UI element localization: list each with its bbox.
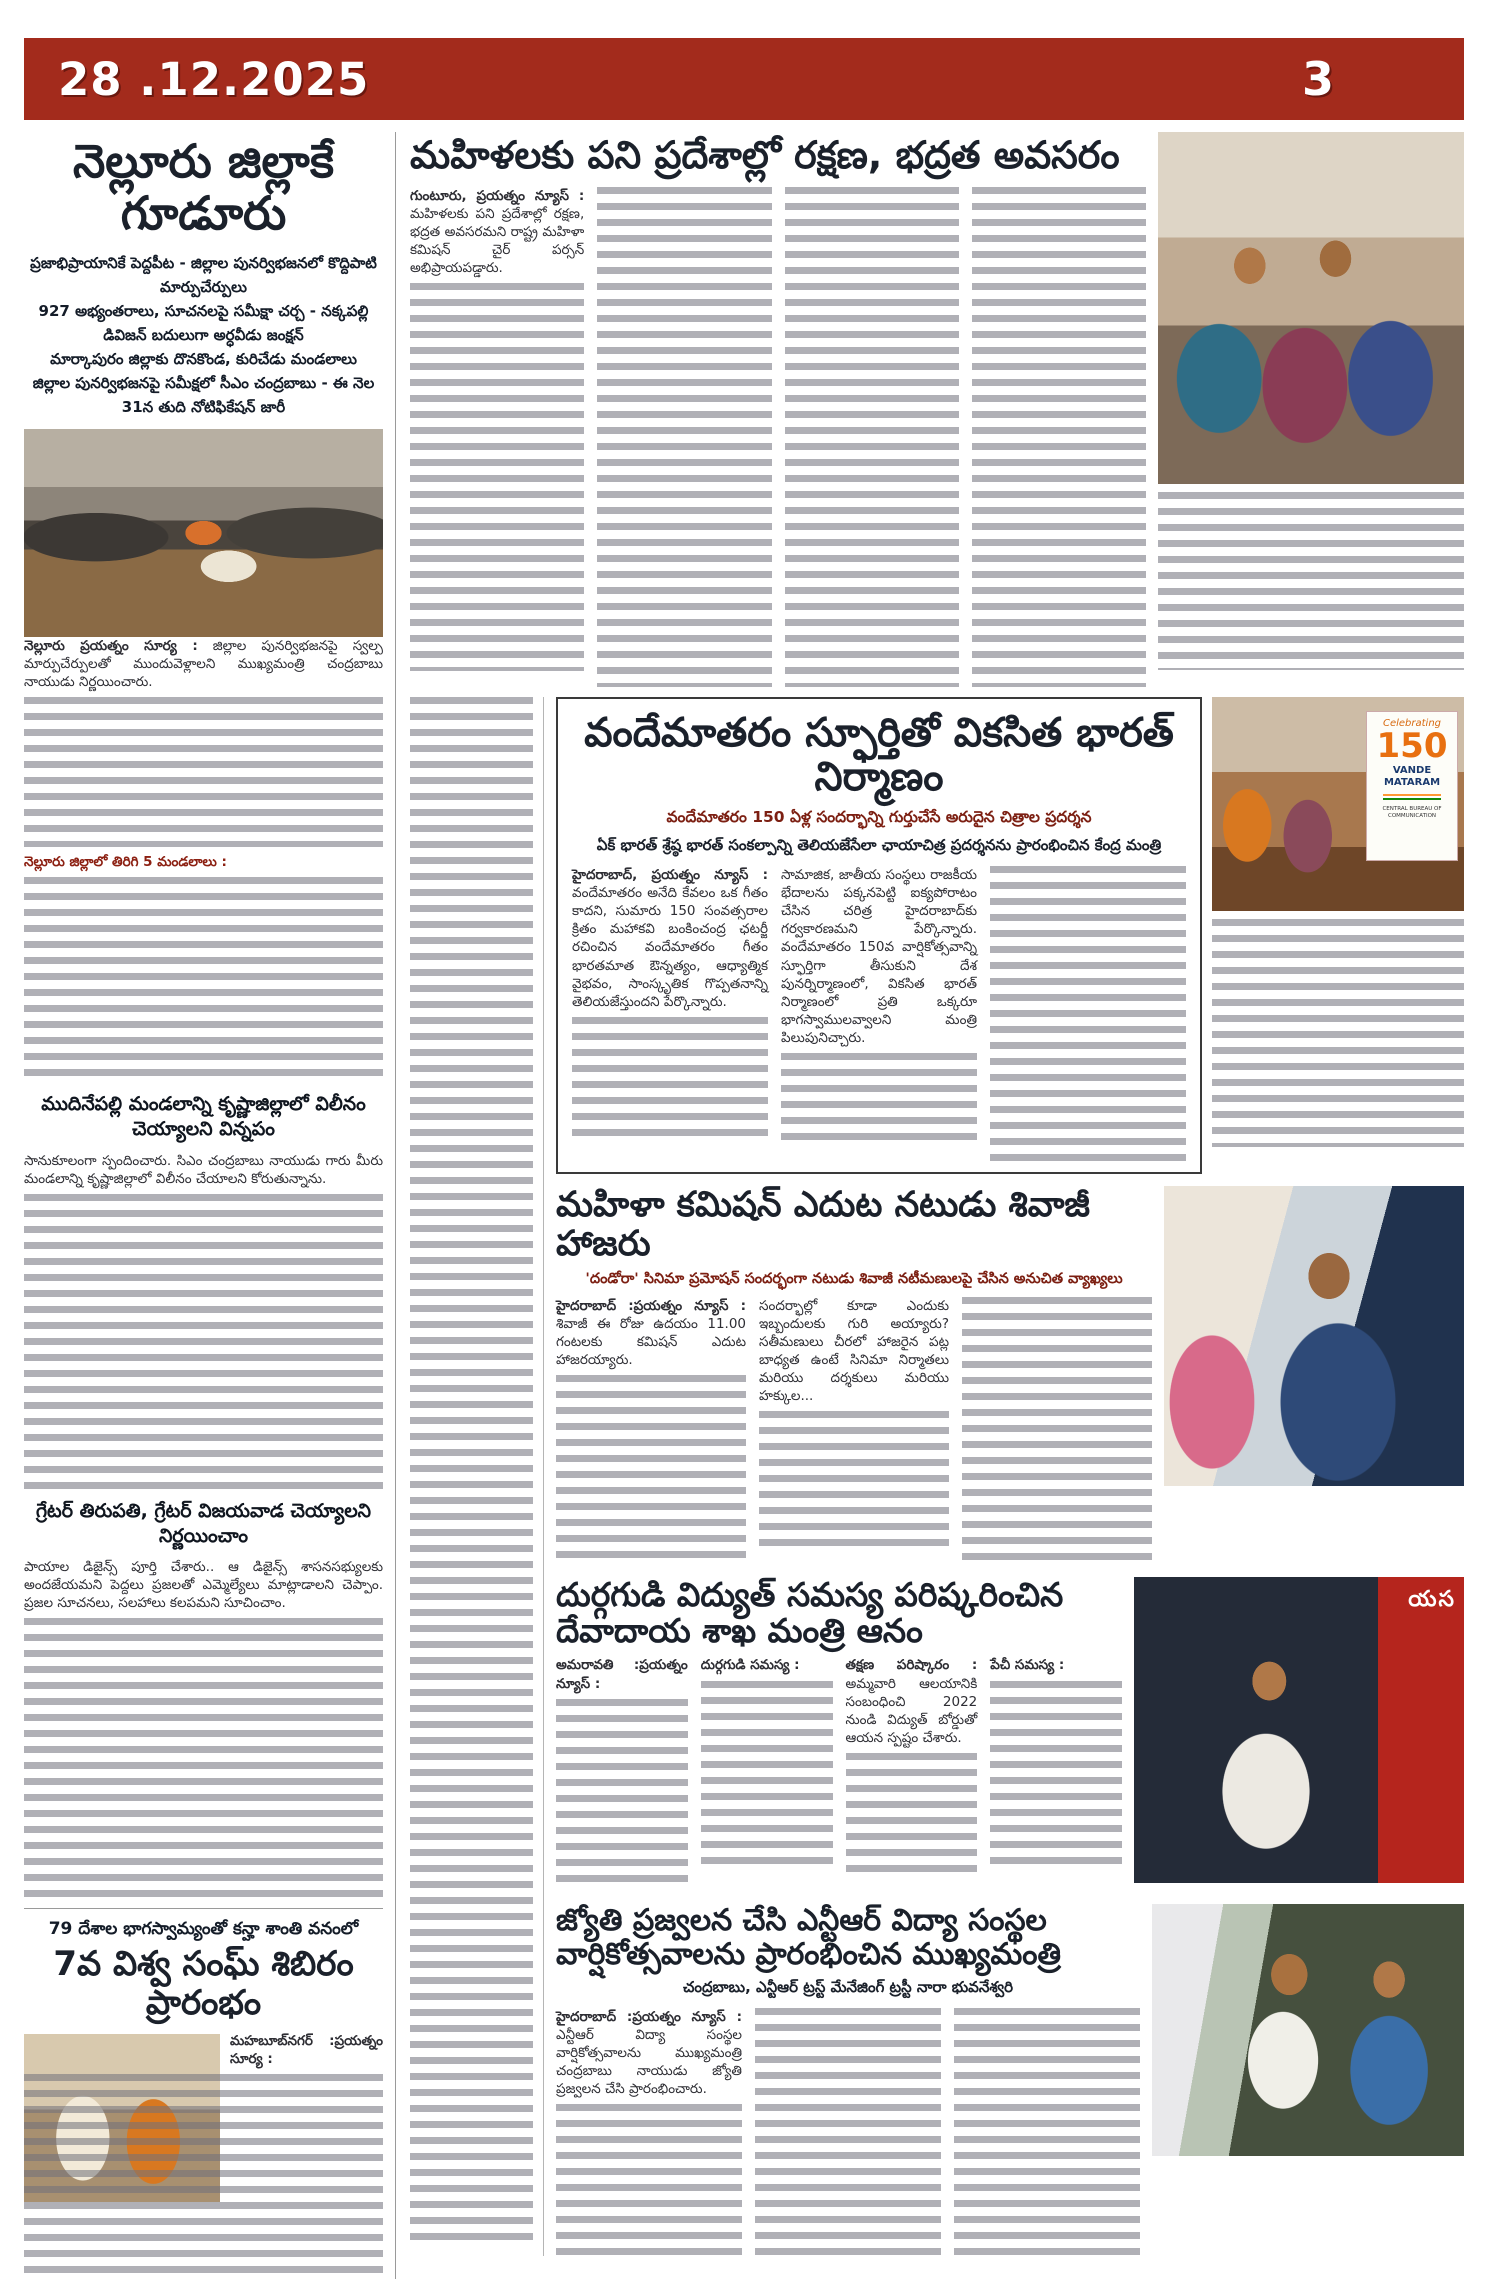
poster-celebrating: Celebrating <box>1382 717 1442 729</box>
women-safety-col-4 <box>972 187 1146 687</box>
durga-col-1 <box>556 1656 688 1892</box>
gudur-excerpt-1: జిల్లాల పునర్విభజనపై స్వల్ప మార్పుచేర్పులతో ముందువెళ్లాలని ముఖ్యమంత్రి చంద్రబాబు నాయుడు నిర్ణయించారు. <box>24 638 383 691</box>
gudur-subheads <box>24 251 383 419</box>
vande-col-1 <box>572 866 768 1162</box>
backdrop-text: యస <box>1408 1586 1456 1612</box>
gudur-lede <box>24 637 383 691</box>
vande-text-2 <box>781 1053 977 1145</box>
durga-col-4 <box>990 1656 1122 1892</box>
sivaji-col-3 <box>962 1297 1152 1565</box>
vande-150-poster <box>1366 711 1458 861</box>
gudur-body <box>24 637 383 1898</box>
durga-col-3 <box>846 1656 978 1892</box>
sivaji-dateline: హైదరాబాద్ :ప్రయత్నం న్యూస్ : <box>556 1297 746 1314</box>
sivaji-excerpt-2: సందర్భాల్లో కూడా ఎందుకు ఇబ్బందులకు గురి అయ్యారు? సతీమణులు చీరలో హాజరైన పట్ల బాధ్యత ఉంటే సినిమా నిర్మాతలు మరియు దర్శకులు మరియు హక్కుల... <box>759 1297 949 1404</box>
vande-headline: వందేమాతరం స్ఫూర్తితో వికసిత భారత్ నిర్మాణం <box>584 709 1174 801</box>
sivaji-columns <box>556 1297 1152 1565</box>
vande-columns <box>572 866 1186 1162</box>
women-safety-text-1 <box>410 283 584 671</box>
women-safety-text-under-photo <box>1158 492 1464 670</box>
sivaji-lede <box>556 1297 746 1369</box>
vande-boxed-article <box>556 697 1202 1175</box>
durga-text-2 <box>701 1681 833 1871</box>
women-safety-col-2 <box>597 187 771 687</box>
ntr-columns <box>556 2008 1140 2256</box>
women-safety-section <box>410 132 1464 687</box>
women-safety-dateline: గుంటూరు, ప్రయత్నం న్యూస్ : <box>410 187 585 204</box>
ntr-section <box>556 1904 1464 2255</box>
women-safety-columns <box>410 187 1146 687</box>
tricolor-stripe <box>1383 794 1442 800</box>
ntr-lede <box>556 2008 742 2098</box>
sivaji-text-2 <box>759 1411 949 1551</box>
issue-date: 28 .12.2025 <box>58 52 370 106</box>
durga-lead-3-para <box>990 1656 1122 1674</box>
masthead-bar <box>24 38 1464 120</box>
women-safety-excerpt: మహిళలకు పని ప్రదేశాల్లో రక్షణ, భద్రత అవసరమని రాష్ట్ర మహిళా కమిషన్ చైర్ పర్సన్ అభిప్రాయపడ్డారు. <box>410 205 585 276</box>
sivaji-text-1 <box>556 1375 746 1565</box>
durga-section <box>556 1574 1464 1893</box>
sivaji-col-2 <box>759 1297 949 1565</box>
durga-headline: దుర్గగుడి విద్యుత్ సమస్య పరిష్కరించిన దేవాదాయ శాఖ మంత్రి ఆనం <box>556 1574 1064 1651</box>
gudur-text-block-1 <box>24 697 383 847</box>
women-safety-continuation-column <box>410 697 544 2256</box>
ntr-col-3 <box>954 2008 1140 2256</box>
continuation-text <box>410 697 533 2245</box>
durga-excerpt: అమ్మవారి ఆలయానికి సంబంధించి 2022 నుండి విద్యుత్ బోర్డుతో ఆయన స్పష్టం చేశారు. <box>845 1675 978 1746</box>
poster-150: 150 <box>1376 725 1448 766</box>
gudur-headline: నెల్లూరు జిల్లాకే గూడూరు <box>73 134 334 240</box>
gudur-text-block-2 <box>24 877 383 1082</box>
left-column-divider <box>24 1908 383 1909</box>
gudur-excerpt-3: పాయాల డిజైన్స్ పూర్తి చేశారు.. ఆ డిజైన్స్ శాసనసభ్యులకు అందజేయమని పెద్దలు ప్రజలతో ఎమ్మెల్యేలు మాట్లాడాలని చెప్పాం. ప్రజల సూచనలు, సలహాలు కలపమని సూచించాం. <box>24 1559 383 1612</box>
durga-dateline: అమరావతి :ప్రయత్నం న్యూస్ : <box>556 1657 688 1692</box>
vande-exhibition-photo <box>1212 697 1464 911</box>
cm-anniversary-photo <box>1152 1904 1464 2156</box>
vande-excerpt-1: వందేమాతరం అనేది కేవలం ఒక గీతం కాదని, సుమారు 150 సంవత్సరాల క్రితం మహాకవి బంకించంద్ర ఛటర్జీ రచించిన వందేమాతరం గీతం భారతమాత ఔన్నత్యం, ఆధ్యాత్మిక వైభవం, సాంస్కృతిక గొప్పతనాన్ని తెలియజేస్తుందని పేర్కొన్నారు. <box>572 885 768 1010</box>
durga-text-3 <box>846 1753 978 1881</box>
ntr-excerpt: ఎన్టీఆర్ విద్యా సంస్థల వార్షికోత్సవాలను ముఖ్యమంత్రి చంద్రబాబు నాయుడు జ్యోతి ప్రజ్వలన చేసి ప్రారంభించారు. <box>556 2026 742 2097</box>
vishwa-body <box>24 2032 383 2279</box>
ntr-headline: జ్యోతి ప్రజ్వలన చేసి ఎన్టీఆర్ విద్యా సంస్థల వార్షికోత్సవాలను ప్రారంభించిన ముఖ్యమంత్రి <box>556 1903 1061 1973</box>
gudur-subhead-3: మార్కాపురం జిల్లాకు దొనకొండ, కురిచేడు మండలాలు <box>50 350 357 369</box>
sivaji-headline: మహిళా కమిషన్ ఎదుట నటుడు శివాజీ హాజరు <box>556 1185 1091 1265</box>
vande-subhead-2: ఏక్ భారత్ శ్రేష్ఠ భారత్ సంకల్పాన్ని తెలియజేసేలా ఛాయాచిత్ర ప్రదర్శనను ప్రారంభించిన కేంద్ర మంత్రి <box>596 836 1162 855</box>
gudur-subhead-2: 927 అభ్యంతరాలు, సూచనలపై సమీక్షా చర్చ - నక్కపల్లి డివిజన్ బదులుగా అర్ధవీడు జంక్షన్ <box>38 302 369 345</box>
durga-lede <box>556 1656 688 1692</box>
durga-lead-1-para <box>701 1656 833 1674</box>
sivaji-press-photo <box>1164 1186 1464 1486</box>
gudur-text-block-3 <box>24 1194 383 1489</box>
sivaji-section <box>556 1186 1464 1564</box>
ntr-col-2 <box>755 2008 941 2256</box>
durga-lead-2-para <box>846 1656 978 1746</box>
poster-org: CENTRAL BUREAU OF COMMUNICATION <box>1382 805 1442 819</box>
gudur-subhead-1: ప్రజాభిప్రాయానికే పెద్దపీట - జిల్లాల పునర్విభజనలో కొద్దిపాటి మార్పుచేర్పులు <box>30 254 377 297</box>
durga-lead-2: తక్షణ పరిష్కారం : <box>845 1657 978 1674</box>
gudur-subhead-4: జిల్లాల పునర్విభజనపై సమీక్షలో సీఎం చంద్రబాబు - ఈ నెల 31న తుది నోటిఫికేషన్ జారీ <box>32 374 375 417</box>
vishwa-text-block <box>24 2074 383 2279</box>
vande-excerpt-2: సామాజిక, జాతీయ సంస్థలు రాజకీయ భేదాలను పక్కనపెట్టి ఐక్యపోరాటం చేసిన చరిత్ర హైదరాబాద్‌కు గర్వకారణమని పేర్కొన్నారు. వందేమాతరం 150వ వార్షికోత్సవాన్ని స్ఫూర్తిగా తీసుకుని దేశ పునర్నిర్మాణంలో, వికసిత భారత్ నిర్మాణంలో ప్రతి ఒక్కరూ భాగస్వాములవ్వాలని మంత్రి పిలుపునిచ్చారు. <box>781 867 977 1046</box>
vande-dateline: హైదరాబాద్, ప్రయత్నం న్యూస్ : <box>572 867 768 884</box>
vande-section <box>556 697 1464 1175</box>
vande-lede <box>572 866 768 1011</box>
gudur-five-mandals-lead: నెల్లూరు జిల్లాలో తిరిగి 5 మండలాలు : <box>24 854 227 871</box>
vande-text-under-photo <box>1212 919 1464 1147</box>
vishwa-headline: 7వ విశ్వ సంఘ్ శిబిరం ప్రారంభం <box>53 1944 354 2023</box>
vande-subhead-1: వందేమాతరం 150 ఏళ్ల సందర్భాన్ని గుర్తుచేసే అరుదైన చిత్రాల ప్రదర్శన <box>666 808 1092 827</box>
vande-col-3 <box>990 866 1186 1162</box>
vande-text-1 <box>572 1017 768 1137</box>
page-content <box>24 132 1464 2251</box>
durga-columns <box>556 1656 1122 1892</box>
women-safety-headline: మహిళలకు పని ప్రదేశాల్లో రక్షణ, భద్రత అవసరం <box>410 133 1120 177</box>
durga-lead-1: దుర్గగుడి సమస్య : <box>700 1657 800 1674</box>
durga-text-1 <box>556 1699 688 1884</box>
minister-anam-photo <box>1134 1577 1464 1883</box>
women-safety-lede <box>410 187 584 277</box>
durga-text-4 <box>990 1681 1122 1871</box>
vishwa-dateline: మహబూబ్‌నగర్ :ప్రయత్నం సూర్య : <box>230 2032 383 2067</box>
lower-stack <box>556 697 1464 2256</box>
durga-col-2 <box>701 1656 833 1892</box>
right-area <box>410 132 1464 2279</box>
gudur-text-block-4 <box>24 1618 383 1898</box>
ntr-col-1 <box>556 2008 742 2256</box>
gudur-crosshead-1: ముదినేపల్లి మండలాన్ని కృష్ణాజిల్లాలో విలీనం చెయ్యాలని విన్నపం <box>41 1093 366 1141</box>
women-commission-photo <box>1158 132 1464 484</box>
vande-photo-col <box>1212 697 1464 1175</box>
women-safety-photo-col <box>1158 132 1464 687</box>
sivaji-col-1 <box>556 1297 746 1565</box>
gudur-crosshead-2: గ్రేటర్ తిరుపతి, గ్రేటర్ విజయవాడ చెయ్యాలని నిర్ణయించాం <box>35 1499 372 1547</box>
sivaji-excerpt-1: శివాజీ ఈ రోజు ఉదయం 11.00 గంటలకు కమిషన్ ఎదుట హాజరయ్యారు. <box>556 1315 746 1368</box>
gudur-five-mandals-para <box>24 853 383 871</box>
page-number: 3 <box>1301 52 1334 106</box>
women-safety-main <box>410 132 1146 687</box>
sivaji-subhead: 'దండోరా' సినిమా ప్రమోషన్ సందర్భంగా నటుడు శివాజీ నటీమణులపై చేసిన అనుచిత వ్యాఖ్యలు <box>585 1270 1123 1287</box>
lower-grid <box>410 697 1464 2256</box>
vishwa-kicker: 79 దేశాల భాగస్వామ్యంతో కన్హా శాంతి వనంలో <box>48 1919 359 1940</box>
ntr-byline: చంద్రబాబు, ఎన్టీఆర్ ట్రస్ట్ మేనేజింగ్ ట్రస్టీ నారా భువనేశ్వరి <box>682 1977 1014 1996</box>
gudur-excerpt-2: సానుకూలంగా స్పందించారు. సిఎం చంద్రబాబు నాయుడు గారు మీరు మండలాన్ని కృష్ణాజిల్లాలో విలీనం చేయాలని కోరుతున్నాను. <box>24 1152 383 1187</box>
ntr-text-1 <box>556 2104 742 2264</box>
ntr-main <box>556 1904 1140 2255</box>
durga-lead-3: పేచీ సమస్య : <box>990 1657 1065 1674</box>
vande-col-2 <box>781 866 977 1162</box>
left-column <box>24 132 396 2279</box>
poster-title: VANDE MATARAM <box>1383 764 1441 788</box>
cm-review-meeting-photo <box>24 429 383 637</box>
gudur-dateline: నెల్లూరు ప్రయత్నం సూర్య : <box>24 638 198 655</box>
women-safety-col-3 <box>785 187 959 687</box>
ntr-dateline: హైదరాబాద్ :ప్రయత్నం న్యూస్ : <box>556 2008 742 2025</box>
sivaji-main <box>556 1186 1152 1564</box>
women-safety-col-1 <box>410 187 584 687</box>
durga-main <box>556 1574 1122 1893</box>
